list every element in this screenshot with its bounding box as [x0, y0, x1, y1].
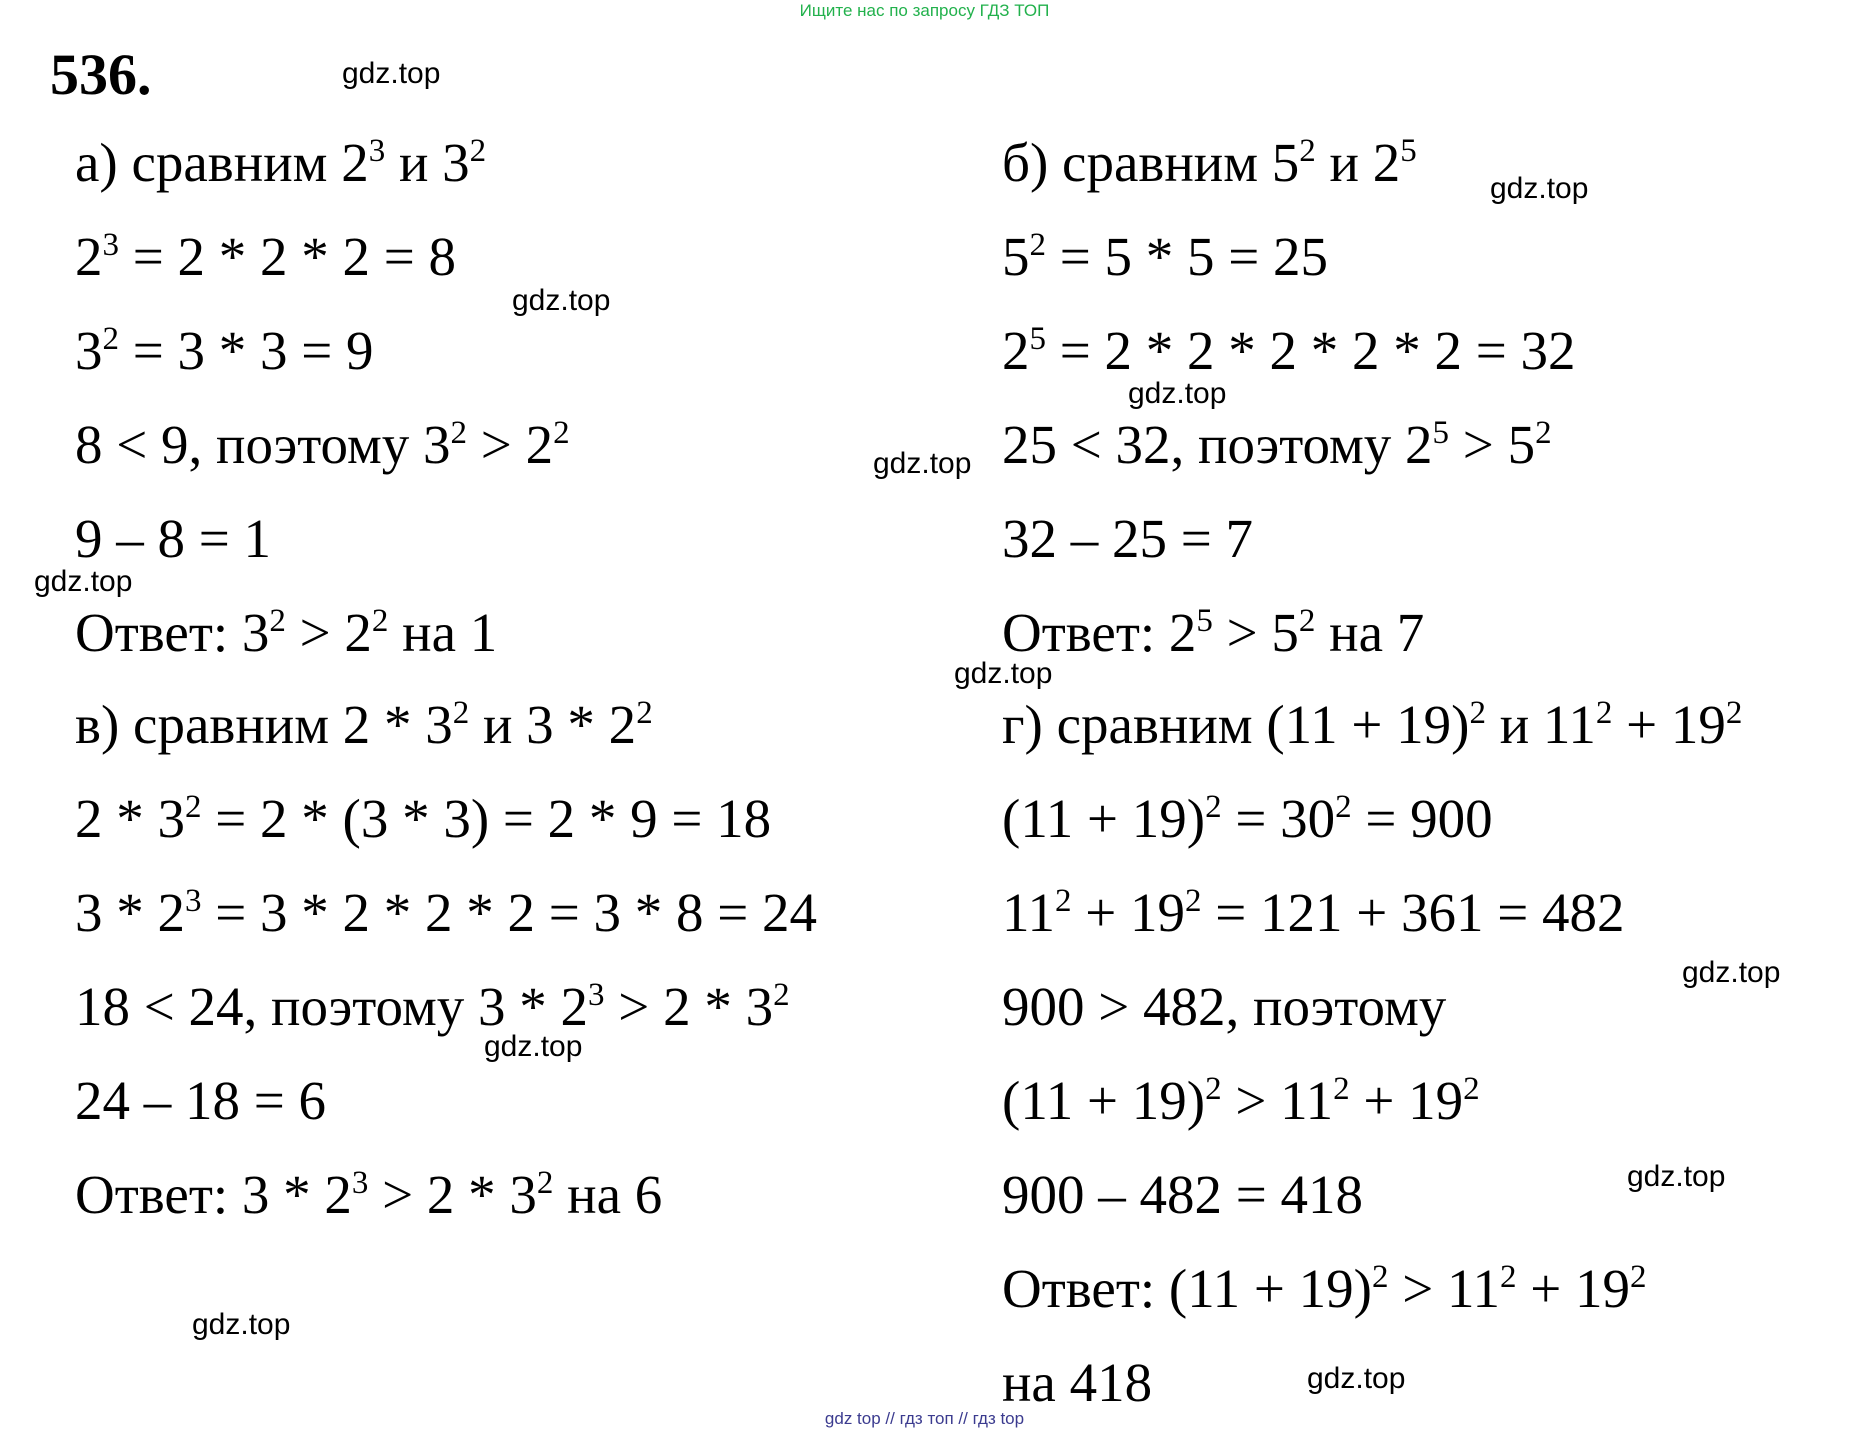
part-g-line-1: г) сравним $(11 + 19)^2$ и $11^2 + 19^2$: [1002, 694, 1743, 755]
part-b-line-3: $2^5 = 2 * 2 * 2 * 2 * 2 = 32$: [1002, 320, 1576, 381]
top-banner: Ищите нас по запросу ГДЗ ТОП: [799, 1, 1050, 20]
part-g-answer-continued: на 418: [1002, 1352, 1153, 1413]
part-v-line-3: $3 * 2^3 = 3 * 2 * 2 * 2 = 3 * 8 = 24$: [75, 882, 818, 943]
part-v-line-1: в) сравним $2 * 3^2$ и $3 * 2^2$: [75, 694, 653, 755]
part-a-line-3: $3^2 = 3 * 3 = 9$: [75, 320, 374, 381]
watermark: gdz.top: [954, 657, 1053, 690]
watermark: gdz.top: [1128, 377, 1227, 410]
watermark: gdz.top: [342, 57, 441, 90]
watermark: gdz.top: [1627, 1160, 1726, 1193]
part-g-line-3: $11^2 + 19^2 = 121 + 361 = 482$: [1002, 882, 1625, 943]
part-b-line-4: 25 < 32, поэтому $2^5 > 5^2$: [1002, 414, 1552, 475]
part-b-line-1: б) сравним $5^2$ и $2^5$: [1002, 132, 1417, 193]
part-a-line-1: а) сравним $2^3$ и $3^2$: [75, 132, 487, 193]
watermark: gdz.top: [34, 565, 133, 598]
footer-links: gdz top // гдз топ // гдз top: [824, 1409, 1025, 1428]
part-v-line-5: 24 – 18 = 6: [75, 1070, 327, 1131]
part-b-line-2: $5^2 = 5 * 5 = 25$: [1002, 226, 1329, 287]
watermark: gdz.top: [1307, 1362, 1406, 1395]
watermark: gdz.top: [1490, 172, 1589, 205]
part-v-line-2: $2 * 3^2 = 2 * (3 * 3) = 2 * 9 = 18$: [75, 788, 772, 849]
part-a-answer: Ответ: $3^2 > 2^2$ на 1: [75, 602, 498, 663]
watermark: gdz.top: [1682, 956, 1781, 989]
part-b-answer: Ответ: $2^5 > 5^2$ на 7: [1002, 602, 1425, 663]
problem-number: 536.: [50, 42, 152, 107]
part-g-line-2: $(11 + 19)^2 = 30^2 = 900$: [1002, 788, 1493, 849]
part-a-line-2: $2^3 = 2 * 2 * 2 = 8$: [75, 226, 457, 287]
part-g-line-6: 900 – 482 = 418: [1002, 1164, 1364, 1225]
part-a-line-4: 8 < 9, поэтому $3^2 > 2^2$: [75, 414, 570, 475]
part-v-answer: Ответ: $3 * 2^3 > 2 * 3^2$ на 6: [75, 1164, 663, 1225]
part-b-line-5: 32 – 25 = 7: [1002, 508, 1254, 569]
part-g-line-4: 900 > 482, поэтому: [1002, 976, 1447, 1037]
part-g-line-5: $(11 + 19)^2 > 11^2 + 19^2$: [1002, 1070, 1480, 1131]
watermark: gdz.top: [484, 1030, 583, 1063]
part-a-line-5: 9 – 8 = 1: [75, 508, 272, 569]
part-g-answer: Ответ: $(11 + 19)^2 > 11^2 + 19^2$: [1002, 1258, 1647, 1319]
watermark: gdz.top: [192, 1308, 291, 1341]
watermark: gdz.top: [512, 284, 611, 317]
watermark: gdz.top: [873, 447, 972, 480]
part-v-line-4: 18 < 24, поэтому $3 * 2^3 > 2 * 3^2$: [75, 976, 790, 1037]
